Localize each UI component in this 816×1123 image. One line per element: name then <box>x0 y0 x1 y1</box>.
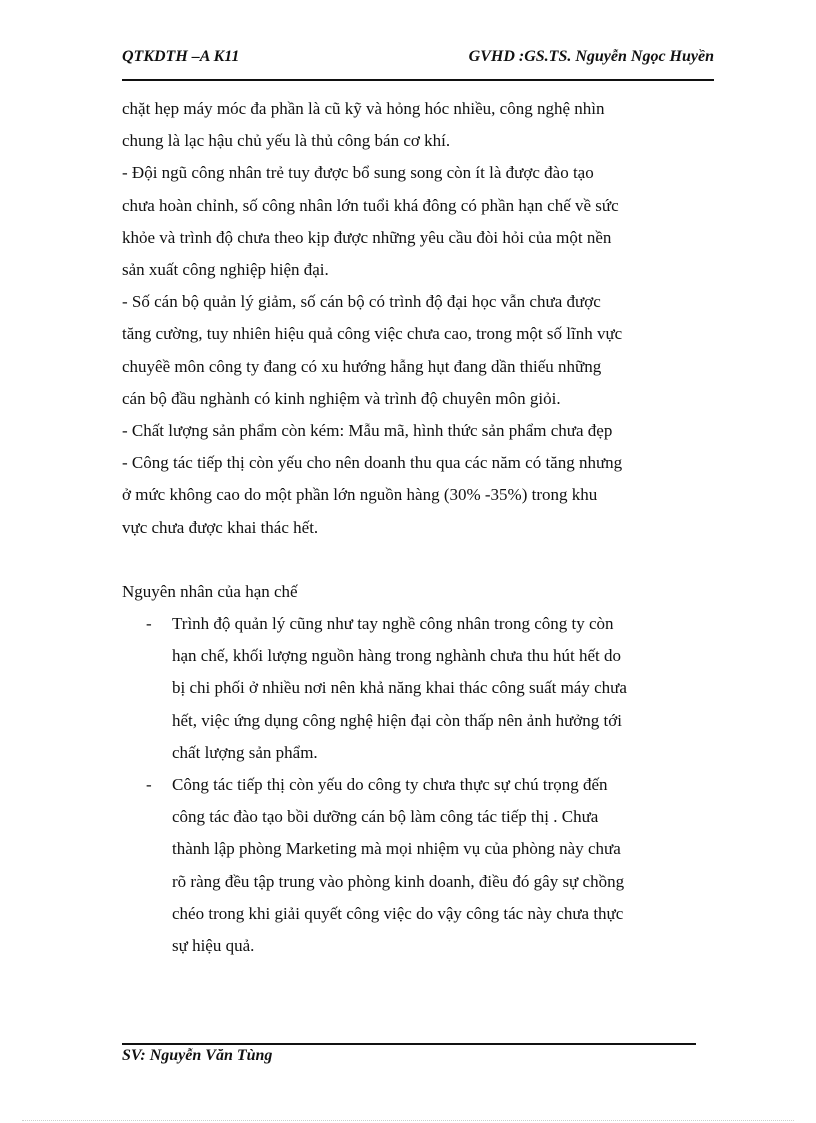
header-course-code: QTKDTH –A K11 <box>122 48 240 65</box>
document-body <box>122 93 692 544</box>
list-item <box>146 608 694 769</box>
paragraph-equipment <box>122 93 692 157</box>
text-line: công tác đào tạo bồi dưỡng cán bộ làm công tác tiếp thị . Chưa <box>172 807 599 827</box>
footer-student: SV: Nguyễn Văn Tùng <box>122 1047 273 1064</box>
text-line: chưa hoàn chỉnh, số công nhân lớn tuổi khá đông có phần hạn chế về sức <box>122 195 619 215</box>
text-line: chung là lạc hậu chủ yếu là thủ công bán cơ khí. <box>122 131 451 151</box>
text-line: vực chưa được khai thác hết. <box>122 517 319 537</box>
causes-list <box>146 608 694 962</box>
text-line: rõ ràng đều tập trung vào phòng kinh doanh, điều đó gây sự chồng <box>172 871 625 891</box>
text-line: Trình độ quản lý cũng như tay nghề công nhân trong công ty còn <box>172 614 614 633</box>
header-divider <box>122 79 714 81</box>
text-line: thành lập phòng Marketing mà mọi nhiệm vụ của phòng này chưa <box>172 839 621 859</box>
text-line: cán bộ đầu nghành có kinh nghiệm và trình độ chuyên môn giỏi. <box>122 388 561 408</box>
page-bottom-edge <box>22 1120 794 1121</box>
text-line: chéo trong khi giải quyết công việc do vậy công tác này chưa thực <box>172 903 624 923</box>
bullet-dash: - <box>146 614 152 633</box>
bullet-dash: - <box>146 775 152 795</box>
text-line: Công tác tiếp thị còn yếu do công ty chưa thực sự chú trọng đến <box>172 775 608 795</box>
text-line: - Công tác tiếp thị còn yếu cho nên doanh thu qua các năm có tăng nhưng <box>122 453 623 473</box>
text-line: chặt hẹp máy móc đa phần là cũ kỹ và hỏng hóc nhiều, công nghệ nhìn <box>122 99 605 118</box>
paragraph-workforce <box>122 157 692 286</box>
list-item <box>146 769 694 962</box>
page-header <box>122 48 714 72</box>
text-line: bị chi phối ở nhiều nơi nên khả năng khai thác công suất máy chưa <box>172 678 627 698</box>
text-line: chất lượng sản phẩm. <box>172 742 318 762</box>
section-heading: Nguyên nhân của hạn chế <box>122 582 298 601</box>
header-supervisor: GVHD :GS.TS. Nguyễn Ngọc Huyền <box>468 48 714 65</box>
text-line: ở mức không cao do một phần lớn nguồn hàng (30% -35%) trong khu <box>122 485 598 505</box>
text-line: sự hiệu quả. <box>172 936 255 956</box>
text-line: - Chất lượng sản phẩm còn kém: Mẫu mã, hình thức sản phẩm chưa đẹp <box>122 421 613 441</box>
text-line: - Đội ngũ công nhân trẻ tuy được bổ sung song còn ít là được đào tạo <box>122 163 594 183</box>
paragraph-management <box>122 286 692 415</box>
text-line: tăng cường, tuy nhiên hiệu quả công việc chưa cao, trong một số lĩnh vực <box>122 324 623 344</box>
text-line: chuyêề môn công ty đang có xu hướng hẫng hụt đang dần thiếu những <box>122 356 602 376</box>
text-line: sản xuất công nghiệp hiện đại. <box>122 260 329 280</box>
paragraph-marketing <box>122 447 692 544</box>
text-line: khỏe và trình độ chưa theo kịp được những yêu cầu đòi hỏi của một nền <box>122 227 612 247</box>
text-line: - Số cán bộ quản lý giảm, số cán bộ có trình độ đại học vẫn chưa được <box>122 292 601 312</box>
text-line: hạn chế, khối lượng nguồn hàng trong nghành chưa thu hút hết do <box>172 646 622 666</box>
text-line: hết, việc ứng dụng công nghệ hiện đại còn thấp nên ảnh hưởng tới <box>172 710 622 730</box>
paragraph-product-quality <box>122 415 692 447</box>
